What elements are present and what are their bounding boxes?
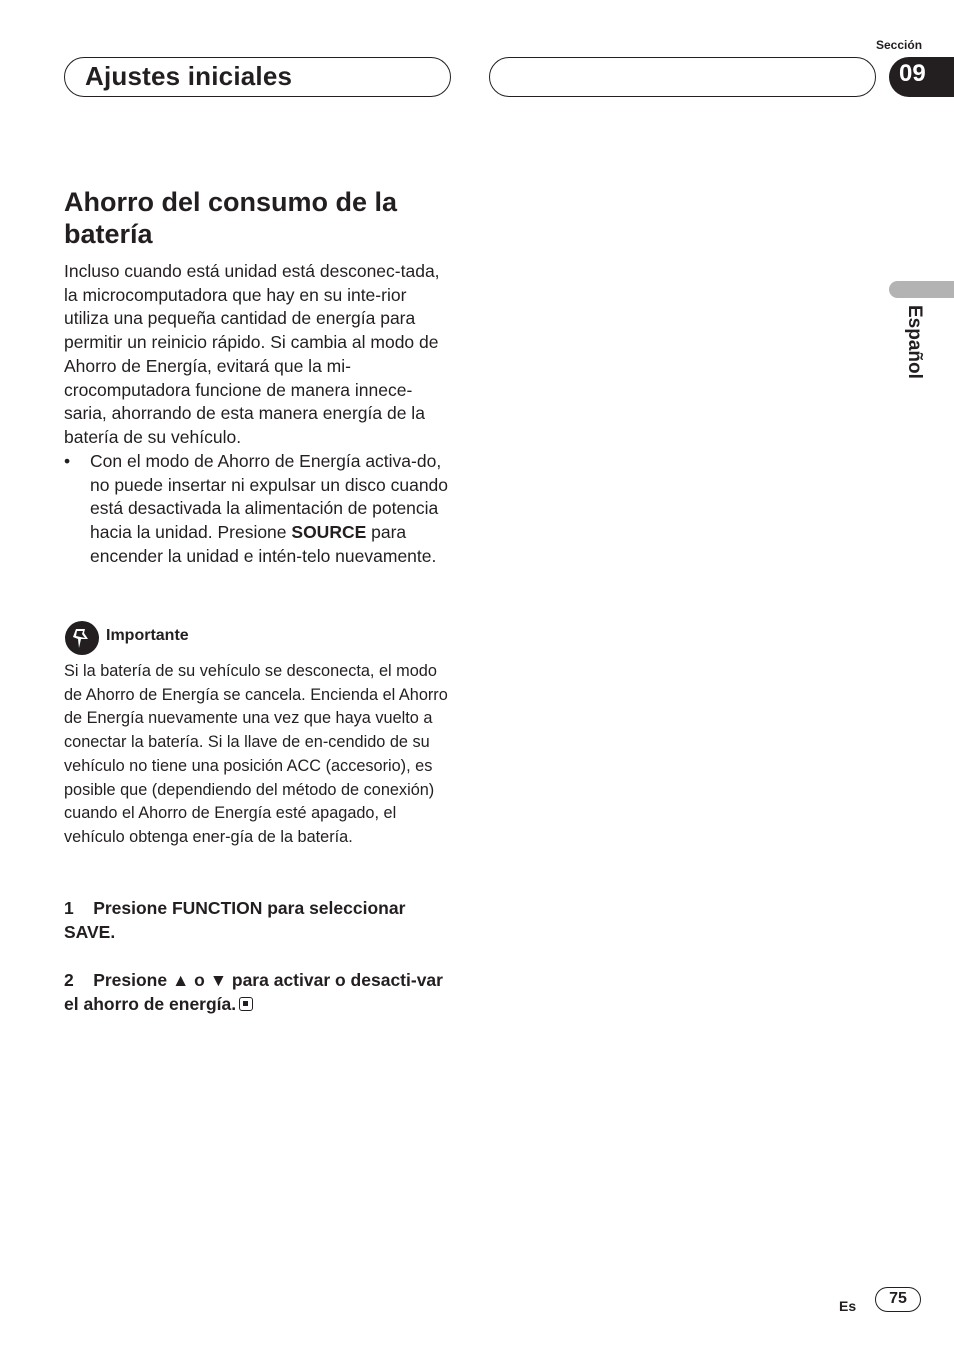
step-1	[64, 896, 444, 944]
end-of-section-icon	[239, 997, 253, 1011]
bullet-keyword: SOURCE	[291, 522, 367, 543]
step-2-text: Presione ▲ o ▼ para activar o desacti-var el ahorro de energía.	[64, 970, 443, 1014]
page-number: 75	[875, 1287, 921, 1312]
header-blank-box	[489, 57, 876, 97]
footer-language-code: Es	[839, 1298, 857, 1314]
bullet-symbol: •	[64, 451, 71, 471]
language-tab-label: Español	[904, 305, 925, 379]
important-text: Si la batería de su vehículo se desconecta, el modo de Ahorro de Energía se cancela. Encienda el Ahorro de Energía nuevamente una vez que haya vuelto a conectar la batería. Si la llave de en-cendido de su vehículo no tiene una posición ACC (accesorio), es posible que (dependiendo del método de conexión) cuando el Ahorro de Energía esté apagado, el vehículo obtenga ener-gía de la batería.	[64, 662, 448, 846]
important-pin-icon	[65, 621, 99, 655]
bullet-item	[64, 450, 454, 569]
page-heading: Ahorro del consumo de la batería	[64, 187, 398, 249]
step-1-number: 1	[64, 898, 74, 918]
section-number-tab: 09	[889, 57, 954, 97]
language-tab-marker	[889, 281, 954, 298]
bullet-text-end: para encender la unidad e intén-telo nuevamente.	[90, 522, 437, 566]
step-1-text: Presione FUNCTION para seleccionar SAVE.	[64, 898, 406, 942]
section-title-box	[64, 57, 451, 97]
bullet-text	[90, 450, 454, 569]
bullet-text-start: Con el modo de Ahorro de Energía activa-do, no puede insertar ni expulsar un disco cuando está desactivada la alimentación de potencia hacia la unidad. Presione	[90, 451, 449, 543]
important-label: Importante	[106, 627, 189, 644]
section-title: Ajustes iniciales	[85, 61, 293, 91]
intro-paragraph: Incluso cuando está unidad está desconec-tada, la microcomputadora que hay en su inte-rior utiliza una pequeña cantidad de energía para permitir un reinicio rápido. Si cambia al modo de Ahorro de Energía, evitará que la mi-crocomputadora funcione de manera innece-saria, ahorrando de esta manera energía de la batería de su vehículo.	[64, 261, 440, 447]
step-2	[64, 968, 444, 1016]
section-label: Sección	[876, 38, 923, 52]
step-2-number: 2	[64, 970, 74, 990]
